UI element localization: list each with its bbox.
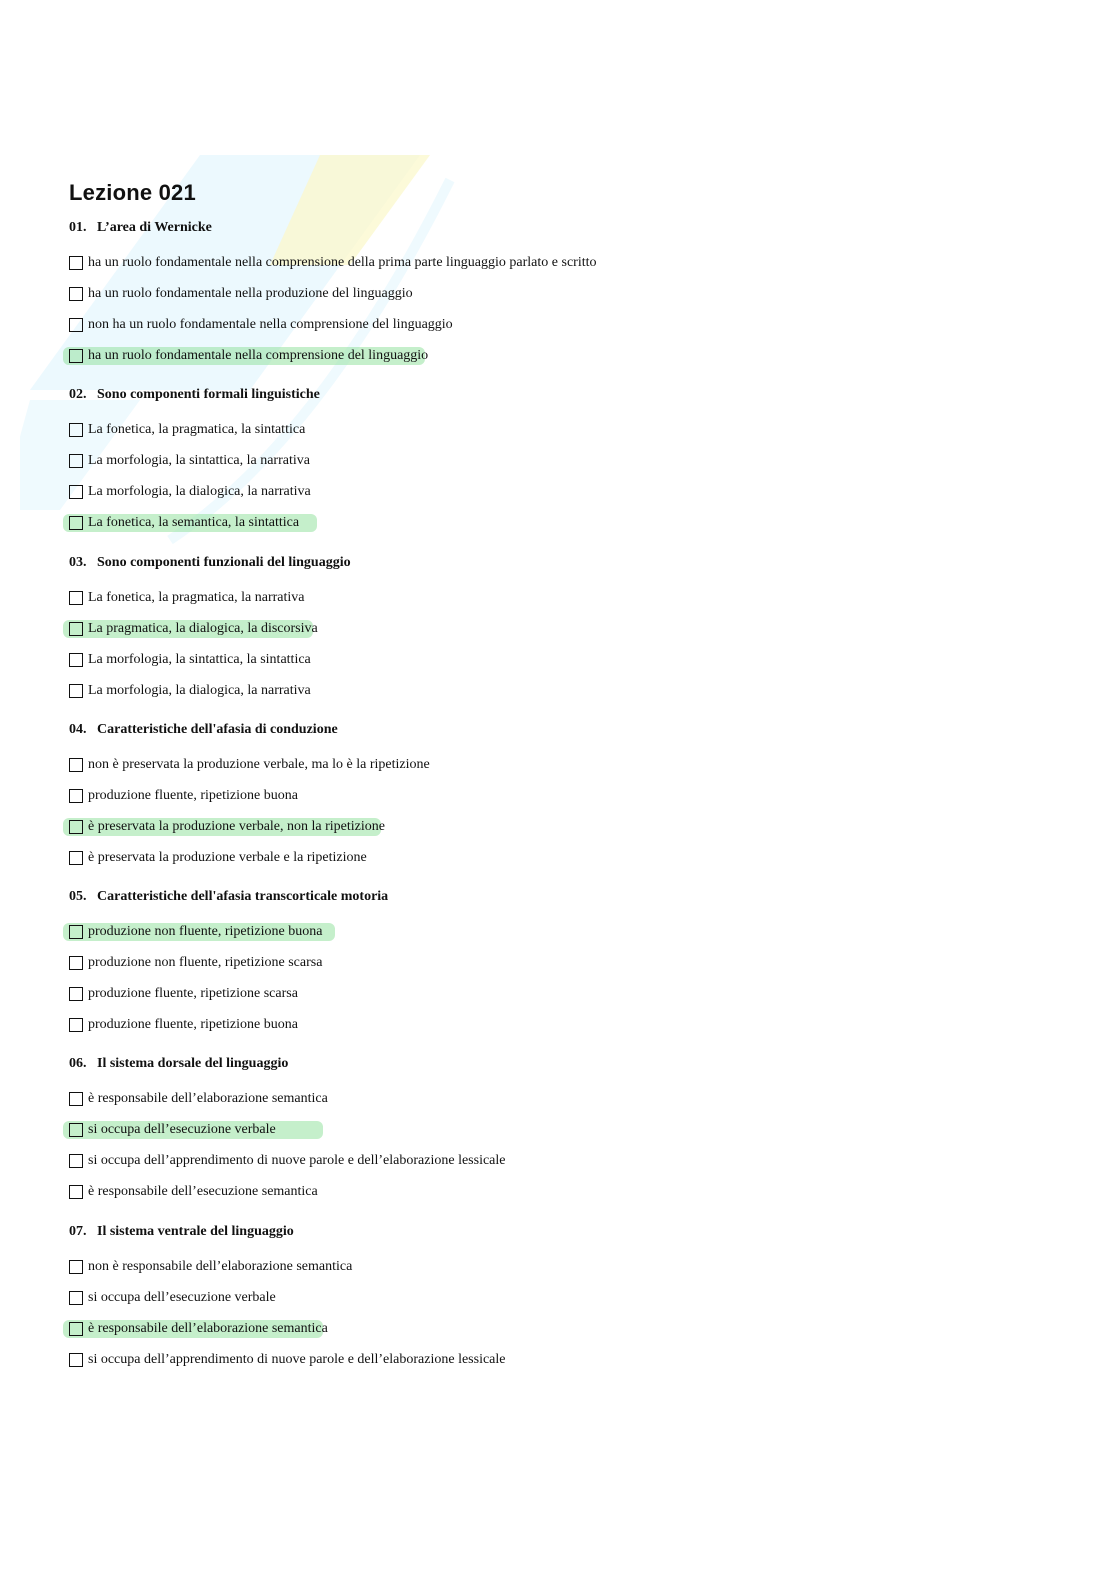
question-title [69, 720, 969, 740]
answer-option[interactable] [69, 780, 969, 811]
answer-option[interactable] [69, 340, 969, 371]
answer-checkbox[interactable] [69, 1353, 83, 1367]
answer-checkbox[interactable] [69, 423, 83, 437]
answer-option[interactable] [69, 1145, 969, 1176]
answer-checkbox[interactable] [69, 851, 83, 865]
question-number: 02. [69, 387, 87, 402]
answer-option[interactable] [69, 445, 969, 476]
answer-checkbox[interactable] [69, 1291, 83, 1305]
question-block [69, 218, 969, 371]
answer-option[interactable] [69, 309, 969, 340]
answer-option[interactable] [69, 675, 969, 706]
options-list [69, 582, 969, 706]
answer-text: La fonetica, la pragmatica, la sintattica [88, 421, 306, 437]
answer-option[interactable] [69, 582, 969, 613]
answer-text: La morfologia, la dialogica, la narrativa [88, 682, 311, 698]
answer-option[interactable] [69, 476, 969, 507]
options-list [69, 414, 969, 538]
answer-option[interactable] [69, 916, 969, 947]
answer-checkbox[interactable] [69, 1260, 83, 1274]
answer-checkbox[interactable] [69, 1018, 83, 1032]
answer-text: ha un ruolo fondamentale nella comprensione della prima parte linguaggio parlato e scritto [88, 254, 597, 270]
question-number: 05. [69, 889, 87, 904]
answer-option[interactable] [69, 811, 969, 842]
question-title [69, 553, 969, 573]
question-title [69, 1054, 969, 1074]
answer-option[interactable] [69, 978, 969, 1009]
answer-text: è preservata la produzione verbale e la ripetizione [88, 849, 367, 865]
answer-option[interactable] [69, 1313, 969, 1344]
answer-checkbox[interactable] [69, 1322, 83, 1336]
answer-checkbox[interactable] [69, 925, 83, 939]
answer-checkbox[interactable] [69, 485, 83, 499]
options-list [69, 749, 969, 873]
question-text: L’area di Wernicke [97, 220, 212, 235]
answer-option[interactable] [69, 278, 969, 309]
question-block [69, 1054, 969, 1207]
question-block [69, 1222, 969, 1375]
page-title: Lezione 021 [69, 180, 196, 205]
question-title [69, 385, 969, 405]
question-block [69, 553, 969, 706]
question-block [69, 720, 969, 873]
answer-checkbox[interactable] [69, 758, 83, 772]
question-block [69, 385, 969, 538]
answer-text: La fonetica, la semantica, la sintattica [88, 514, 300, 530]
answer-checkbox[interactable] [69, 956, 83, 970]
answer-text: è responsabile dell’esecuzione semantica [88, 1183, 318, 1199]
answer-checkbox[interactable] [69, 287, 83, 301]
answer-option[interactable] [69, 1251, 969, 1282]
answer-text: La morfologia, la dialogica, la narrativa [88, 483, 311, 499]
answer-text: si occupa dell’apprendimento di nuove parole e dell’elaborazione lessicale [88, 1351, 506, 1367]
question-number: 01. [69, 220, 87, 235]
question-number: 03. [69, 555, 87, 570]
answer-text: è responsabile dell’elaborazione semantica [88, 1320, 328, 1336]
answer-option[interactable] [69, 1009, 969, 1040]
answer-option[interactable] [69, 749, 969, 780]
answer-option[interactable] [69, 644, 969, 675]
answer-option[interactable] [69, 842, 969, 873]
question-title [69, 218, 969, 238]
question-block [69, 887, 969, 1040]
answer-text: produzione non fluente, ripetizione buona [88, 923, 323, 939]
answer-option[interactable] [69, 1083, 969, 1114]
answer-option[interactable] [69, 247, 969, 278]
answer-text: La pragmatica, la dialogica, la discorsiva [88, 620, 318, 636]
question-number: 06. [69, 1056, 87, 1071]
answer-text: La morfologia, la sintattica, la sintattica [88, 651, 311, 667]
answer-checkbox[interactable] [69, 256, 83, 270]
answer-option[interactable] [69, 947, 969, 978]
answer-checkbox[interactable] [69, 318, 83, 332]
answer-checkbox[interactable] [69, 1092, 83, 1106]
answer-option[interactable] [69, 1114, 969, 1145]
answer-checkbox[interactable] [69, 1123, 83, 1137]
options-list [69, 1083, 969, 1207]
answer-option[interactable] [69, 507, 969, 538]
answer-text: ha un ruolo fondamentale nella comprensione del linguaggio [88, 347, 429, 363]
answer-option[interactable] [69, 613, 969, 644]
answer-text: si occupa dell’esecuzione verbale [88, 1289, 276, 1305]
answer-option[interactable] [69, 1282, 969, 1313]
answer-text: La fonetica, la pragmatica, la narrativa [88, 589, 305, 605]
question-title [69, 887, 969, 907]
question-number: 04. [69, 722, 87, 737]
answer-text: produzione fluente, ripetizione buona [88, 787, 298, 803]
answer-checkbox[interactable] [69, 1154, 83, 1168]
question-text: Sono componenti funzionali del linguaggio [97, 555, 351, 570]
question-number: 07. [69, 1224, 87, 1239]
answer-text: ha un ruolo fondamentale nella produzione del linguaggio [88, 285, 413, 301]
options-list [69, 916, 969, 1040]
answer-text: è responsabile dell’elaborazione semantica [88, 1090, 328, 1106]
answer-text: non è responsabile dell’elaborazione semantica [88, 1258, 353, 1274]
options-list [69, 1251, 969, 1375]
options-list [69, 247, 969, 371]
question-text: Caratteristiche dell'afasia transcorticale motoria [97, 889, 389, 904]
question-text: Sono componenti formali linguistiche [97, 387, 320, 402]
question-text: Caratteristiche dell'afasia di conduzione [97, 722, 338, 737]
answer-checkbox[interactable] [69, 1185, 83, 1199]
answer-checkbox[interactable] [69, 789, 83, 803]
answer-text: si occupa dell’apprendimento di nuove parole e dell’elaborazione lessicale [88, 1152, 506, 1168]
answer-text: si occupa dell’esecuzione verbale [88, 1121, 276, 1137]
answer-checkbox[interactable] [69, 622, 83, 636]
answer-text: produzione non fluente, ripetizione scarsa [88, 954, 323, 970]
question-text: Il sistema dorsale del linguaggio [97, 1056, 289, 1071]
answer-checkbox[interactable] [69, 987, 83, 1001]
question-title [69, 1222, 969, 1242]
question-text: Il sistema ventrale del linguaggio [97, 1224, 294, 1239]
answer-text: produzione fluente, ripetizione buona [88, 1016, 298, 1032]
answer-text: produzione fluente, ripetizione scarsa [88, 985, 298, 1001]
answer-checkbox[interactable] [69, 454, 83, 468]
answer-checkbox[interactable] [69, 653, 83, 667]
answer-option[interactable] [69, 1344, 969, 1375]
answer-text: non è preservata la produzione verbale, ma lo è la ripetizione [88, 756, 430, 772]
answer-checkbox[interactable] [69, 684, 83, 698]
answer-text: La morfologia, la sintattica, la narrativa [88, 452, 310, 468]
answer-option[interactable] [69, 1176, 969, 1207]
answer-option[interactable] [69, 414, 969, 445]
answer-checkbox[interactable] [69, 349, 83, 363]
answer-checkbox[interactable] [69, 591, 83, 605]
answer-text: non ha un ruolo fondamentale nella comprensione del linguaggio [88, 316, 453, 332]
answer-checkbox[interactable] [69, 516, 83, 530]
answer-checkbox[interactable] [69, 820, 83, 834]
answer-text: è preservata la produzione verbale, non la ripetizione [88, 818, 385, 834]
